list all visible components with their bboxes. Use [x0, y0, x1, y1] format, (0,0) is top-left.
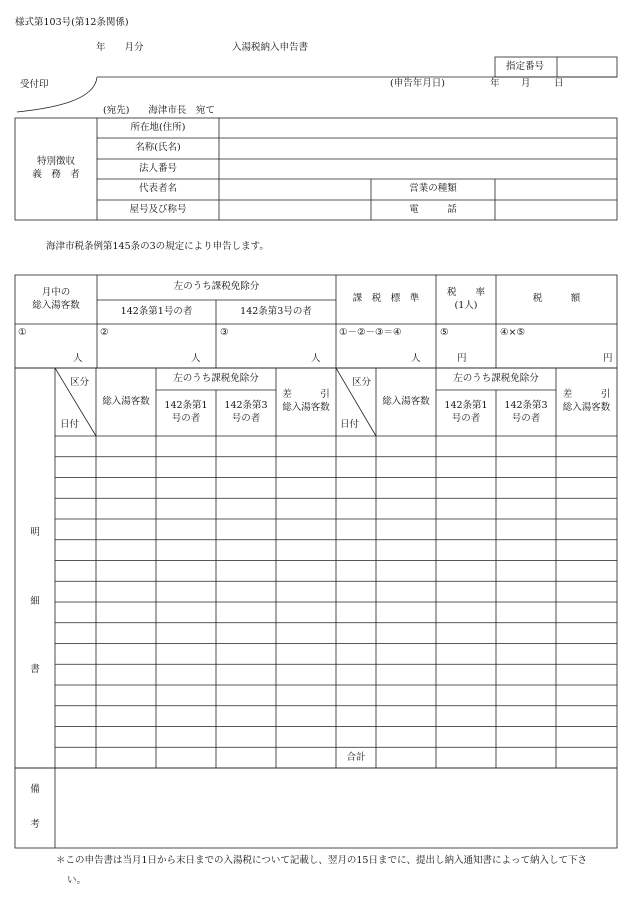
detail-cell[interactable] [97, 520, 155, 539]
detail-cell[interactable] [337, 479, 375, 498]
address-label: 所在地(住所) [130, 121, 186, 133]
detail-cell[interactable] [217, 479, 275, 498]
detail-cell[interactable] [377, 686, 435, 705]
detail-cell[interactable] [97, 479, 155, 498]
summary-total-guests-line2: 総入湯客数 [32, 299, 80, 311]
remarks-input[interactable] [57, 770, 615, 846]
business-type-label: 営業の種類 [409, 183, 457, 195]
detail-cell[interactable] [497, 707, 555, 726]
summary-rate-header [436, 275, 496, 324]
detail-exempt-header-right: 左のうち課税免除分 [453, 372, 539, 384]
detail-cell[interactable] [97, 728, 155, 747]
form-title: 入湯税納入申告書 [232, 42, 309, 53]
detail-cell[interactable] [277, 624, 335, 643]
detail-cell[interactable] [497, 603, 555, 622]
detail-cell[interactable] [377, 645, 435, 664]
detail-cell[interactable] [277, 665, 335, 684]
detail-cell[interactable] [217, 728, 275, 747]
detail-cell[interactable] [217, 665, 275, 684]
filing-month-label: 月 [521, 78, 531, 89]
detail-cell[interactable] [337, 562, 375, 581]
detail-cell[interactable] [217, 458, 275, 477]
detail-total-guests-header-left: 総入湯客数 [102, 395, 150, 407]
detail-cell[interactable] [56, 582, 95, 601]
detail-category-label-right: 区分 [352, 377, 372, 388]
remarks-label-line2: 考 [30, 819, 40, 830]
detail-cell[interactable] [497, 728, 555, 747]
detail-cell[interactable] [56, 499, 95, 518]
detail-cell[interactable] [157, 748, 215, 767]
detail-cell[interactable] [97, 665, 155, 684]
detail-cell[interactable] [217, 437, 275, 456]
remarks-label [15, 768, 55, 848]
detail-cell[interactable] [56, 520, 95, 539]
detail-cell[interactable] [497, 520, 555, 539]
detail-cell[interactable] [377, 603, 435, 622]
detail-exempt-header-left: 左のうち課税免除分 [173, 372, 259, 384]
detail-cell[interactable] [97, 562, 155, 581]
detail-cell[interactable] [56, 479, 95, 498]
filing-year-label: 年 [490, 78, 500, 89]
detail-sub1-header-left [156, 390, 216, 436]
detail-cell[interactable] [557, 458, 616, 477]
detail-cell[interactable] [557, 562, 616, 581]
designation-number-input[interactable] [558, 58, 616, 76]
detail-cell[interactable] [277, 728, 335, 747]
detail-category-label-left: 区分 [70, 377, 90, 388]
detail-cell[interactable] [97, 707, 155, 726]
obligor-label-line1: 特別徴収 [36, 156, 75, 168]
detail-cell[interactable] [337, 541, 375, 560]
detail-cell[interactable] [277, 499, 335, 518]
summary-sub3-header: 142条第3号の者 [240, 305, 312, 317]
detail-cell[interactable] [497, 748, 555, 767]
detail-cell[interactable] [557, 437, 616, 456]
detail-cell[interactable] [157, 582, 215, 601]
detail-cell[interactable] [497, 686, 555, 705]
detail-cell[interactable] [157, 665, 215, 684]
detail-sub3-line2-right: 号の者 [511, 413, 541, 424]
unit-yen-rate: 円 [457, 353, 467, 364]
detail-cell[interactable] [437, 437, 495, 456]
detail-cell[interactable] [557, 541, 616, 560]
detail-sub3-line1-right: 142条第3 [504, 400, 548, 412]
detail-cell[interactable] [437, 665, 495, 684]
exempt-sub1-input[interactable] [100, 340, 190, 362]
exempt-sub3-input[interactable] [220, 340, 310, 362]
detail-cell[interactable] [377, 499, 435, 518]
detail-cell[interactable] [437, 582, 495, 601]
detail-cell[interactable] [157, 499, 215, 518]
detail-cell[interactable] [377, 707, 435, 726]
detail-cell[interactable] [437, 499, 495, 518]
detail-cell[interactable] [277, 686, 335, 705]
detail-cell[interactable] [557, 748, 616, 767]
detail-cell[interactable] [97, 686, 155, 705]
detail-cell[interactable] [497, 645, 555, 664]
designation-number-label: 指定番号 [506, 61, 545, 72]
detail-cell[interactable] [437, 645, 495, 664]
detail-cell[interactable] [56, 665, 95, 684]
detail-side-char-1: 明 [30, 526, 40, 538]
detail-cell[interactable] [56, 562, 95, 581]
detail-total-label: 合計 [346, 751, 366, 763]
detail-cell[interactable] [217, 582, 275, 601]
detail-cell[interactable] [157, 603, 215, 622]
detail-cell[interactable] [97, 603, 155, 622]
filing-date-label: (申告年月日) [390, 78, 445, 89]
representative-label: 代表者名 [138, 183, 177, 195]
detail-cell[interactable] [557, 645, 616, 664]
detail-cell[interactable] [557, 499, 616, 518]
detail-cell[interactable] [97, 499, 155, 518]
declaration-text: 海津市税条例第145条の3の規定により申告します。 [46, 241, 269, 252]
detail-cell[interactable] [217, 562, 275, 581]
detail-cell[interactable] [337, 686, 375, 705]
detail-cell[interactable] [217, 686, 275, 705]
detail-side-label [15, 436, 55, 768]
summary-rate-line2: (1人) [454, 299, 478, 311]
detail-cell[interactable] [157, 541, 215, 560]
marker-2: ② [100, 327, 109, 338]
marker-6: ④×⑤ [500, 327, 525, 338]
detail-cell[interactable] [217, 624, 275, 643]
detail-date-label-right: 日付 [340, 419, 360, 430]
detail-cell[interactable] [337, 624, 375, 643]
detail-cell[interactable] [437, 624, 495, 643]
tax-amount-input[interactable] [500, 340, 602, 362]
detail-cell[interactable] [377, 624, 435, 643]
detail-cell[interactable] [377, 437, 435, 456]
detail-cell[interactable] [56, 728, 95, 747]
summary-rate-line1: 税 率 [446, 286, 485, 298]
detail-cell[interactable] [157, 624, 215, 643]
detail-cell[interactable] [157, 707, 215, 726]
detail-cell[interactable] [377, 665, 435, 684]
detail-net-header-right [556, 368, 617, 436]
detail-cell[interactable] [437, 458, 495, 477]
detail-cell[interactable] [277, 562, 335, 581]
detail-sub3-header-right [496, 390, 556, 436]
detail-cell[interactable] [377, 458, 435, 477]
footnote-line2: い。 [67, 875, 87, 886]
detail-cell[interactable] [337, 437, 375, 456]
remarks-label-line1: 備 [30, 784, 40, 796]
detail-cell[interactable] [437, 479, 495, 498]
filing-day-label: 日 [554, 78, 564, 89]
detail-cell[interactable] [557, 665, 616, 684]
detail-cell[interactable] [377, 541, 435, 560]
trade-name-label: 屋号及び称号 [129, 203, 187, 215]
detail-cell[interactable] [377, 520, 435, 539]
detail-cell[interactable] [277, 458, 335, 477]
addressee: (宛先) 海津市長 宛て [103, 105, 215, 116]
detail-cell[interactable] [56, 645, 95, 664]
detail-cell[interactable] [337, 728, 375, 747]
detail-cell[interactable] [217, 603, 275, 622]
detail-cell[interactable] [157, 686, 215, 705]
corp-number-label: 法人番号 [138, 162, 177, 174]
detail-cell[interactable] [217, 707, 275, 726]
detail-net-header-left [276, 368, 336, 436]
detail-cell[interactable] [497, 624, 555, 643]
detail-cell[interactable] [97, 541, 155, 560]
unit-person-3: 人 [311, 353, 321, 364]
detail-cell[interactable] [157, 520, 215, 539]
corp-number-input[interactable] [220, 160, 616, 178]
detail-cell[interactable] [497, 479, 555, 498]
name-label: 名称(氏名) [135, 142, 181, 154]
detail-cell[interactable] [277, 645, 335, 664]
detail-cell[interactable] [56, 686, 95, 705]
detail-cell[interactable] [277, 479, 335, 498]
detail-cell[interactable] [97, 582, 155, 601]
detail-cell[interactable] [377, 748, 435, 767]
unit-person-1: 人 [73, 353, 83, 364]
summary-tax-base-header: 課 税 標 準 [352, 293, 420, 305]
detail-cell[interactable] [157, 645, 215, 664]
detail-cell[interactable] [437, 520, 495, 539]
detail-cell[interactable] [277, 748, 335, 767]
detail-cell[interactable] [277, 603, 335, 622]
detail-cell[interactable] [337, 603, 375, 622]
detail-sub1-line1-right: 142条第1 [444, 400, 488, 412]
detail-cell[interactable] [217, 541, 275, 560]
detail-cell[interactable] [557, 479, 616, 498]
summary-sub1-header: 142条第1号の者 [120, 305, 193, 317]
detail-cell[interactable] [277, 520, 335, 539]
detail-cell[interactable] [157, 479, 215, 498]
detail-cell[interactable] [56, 437, 95, 456]
year-month-label: 年 月分 [96, 42, 144, 53]
detail-cell[interactable] [497, 458, 555, 477]
detail-cell[interactable] [277, 437, 335, 456]
detail-cell[interactable] [97, 458, 155, 477]
unit-yen-amount: 円 [603, 353, 613, 364]
detail-cell[interactable] [497, 665, 555, 684]
detail-cell[interactable] [437, 686, 495, 705]
receipt-stamp-label: 受付印 [20, 79, 49, 90]
detail-cell[interactable] [557, 707, 616, 726]
detail-cell[interactable] [557, 520, 616, 539]
summary-total-guests-header [15, 275, 97, 324]
detail-cell[interactable] [437, 728, 495, 747]
detail-cell[interactable] [56, 748, 95, 767]
marker-1: ① [18, 327, 27, 338]
detail-cell[interactable] [337, 499, 375, 518]
detail-cell[interactable] [56, 603, 95, 622]
marker-3: ③ [220, 327, 229, 338]
name-input[interactable] [220, 139, 616, 158]
detail-cell[interactable] [437, 541, 495, 560]
detail-date-label-left: 日付 [60, 419, 80, 430]
phone-input[interactable] [496, 201, 616, 219]
unit-person-2: 人 [191, 353, 201, 364]
detail-cell[interactable] [56, 624, 95, 643]
detail-net-line2-left: 総入湯客数 [282, 402, 330, 413]
detail-cell[interactable] [217, 645, 275, 664]
detail-side-char-2: 細 [30, 595, 40, 607]
summary-tax-amount-header: 税 額 [532, 293, 581, 305]
detail-cell[interactable] [56, 541, 95, 560]
detail-cell[interactable] [337, 582, 375, 601]
representative-input[interactable] [220, 180, 370, 199]
footnote-line1: ＊この申告書は当月1日から末日までの入湯税について記載し、翌月の15日までに、提出し納入通知書によって納入して下さ [56, 855, 587, 866]
marker-5: ⑤ [440, 327, 449, 338]
address-input[interactable] [220, 119, 616, 137]
detail-cell[interactable] [337, 707, 375, 726]
detail-cell[interactable] [497, 541, 555, 560]
detail-cell[interactable] [337, 665, 375, 684]
detail-cell[interactable] [497, 437, 555, 456]
detail-sub3-line2-left: 号の者 [231, 413, 261, 424]
marker-4: ①－②－③＝④ [339, 327, 402, 338]
business-type-input[interactable] [496, 180, 616, 199]
detail-net-line2-right: 総入湯客数 [562, 402, 611, 413]
phone-label: 電 話 [409, 203, 457, 215]
detail-cell[interactable] [157, 437, 215, 456]
detail-cell[interactable] [337, 520, 375, 539]
detail-net-line1-right: 差 引 [562, 389, 611, 401]
tax-base-input[interactable] [339, 340, 410, 362]
detail-side-char-3: 書 [30, 664, 40, 676]
detail-cell[interactable] [497, 582, 555, 601]
detail-net-line1-left: 差 引 [282, 389, 330, 401]
detail-cell[interactable] [97, 624, 155, 643]
detail-sub3-header-left [216, 390, 276, 436]
detail-cell[interactable] [157, 728, 215, 747]
detail-cell[interactable] [377, 582, 435, 601]
detail-cell[interactable] [437, 748, 495, 767]
form-number: 様式第103号(第12条関係) [15, 17, 129, 28]
unit-person-4: 人 [411, 353, 421, 364]
receipt-stamp-area[interactable] [17, 92, 93, 112]
detail-cell[interactable] [97, 437, 155, 456]
detail-total-guests-header-right: 総入湯客数 [382, 395, 430, 407]
trade-name-input[interactable] [220, 201, 370, 219]
summary-exempt-header: 左のうち課税免除分 [173, 281, 260, 293]
detail-cell[interactable] [557, 686, 616, 705]
summary-total-guests-line1: 月中の [41, 286, 71, 298]
detail-sub3-line1-left: 142条第3 [224, 400, 268, 412]
detail-cell[interactable] [277, 541, 335, 560]
detail-cell[interactable] [377, 728, 435, 747]
detail-cell[interactable] [377, 562, 435, 581]
detail-cell[interactable] [437, 562, 495, 581]
detail-cell[interactable] [217, 748, 275, 767]
detail-cell[interactable] [557, 624, 616, 643]
detail-cell[interactable] [557, 728, 616, 747]
detail-cell[interactable] [557, 603, 616, 622]
detail-sub1-line1-left: 142条第1 [164, 400, 208, 412]
detail-cell[interactable] [437, 603, 495, 622]
detail-sub1-line2-left: 号の者 [171, 413, 201, 424]
detail-cell[interactable] [377, 479, 435, 498]
detail-cell[interactable] [157, 562, 215, 581]
detail-cell[interactable] [56, 707, 95, 726]
detail-cell[interactable] [437, 707, 495, 726]
obligor-label [15, 118, 97, 220]
detail-cell[interactable] [557, 582, 616, 601]
detail-cell[interactable] [97, 748, 155, 767]
detail-cell[interactable] [337, 645, 375, 664]
detail-sub1-header-right [436, 390, 496, 436]
obligor-label-line2: 義 務 者 [32, 169, 80, 180]
detail-cell[interactable] [497, 499, 555, 518]
total-guests-input[interactable] [18, 340, 72, 362]
detail-cell[interactable] [337, 458, 375, 477]
detail-cell[interactable] [217, 520, 275, 539]
detail-cell[interactable] [157, 458, 215, 477]
detail-cell[interactable] [277, 707, 335, 726]
detail-cell[interactable] [497, 562, 555, 581]
detail-cell[interactable] [217, 499, 275, 518]
detail-cell[interactable] [97, 645, 155, 664]
detail-cell[interactable] [277, 582, 335, 601]
detail-cell[interactable] [56, 458, 95, 477]
detail-sub1-line2-right: 号の者 [451, 413, 481, 424]
